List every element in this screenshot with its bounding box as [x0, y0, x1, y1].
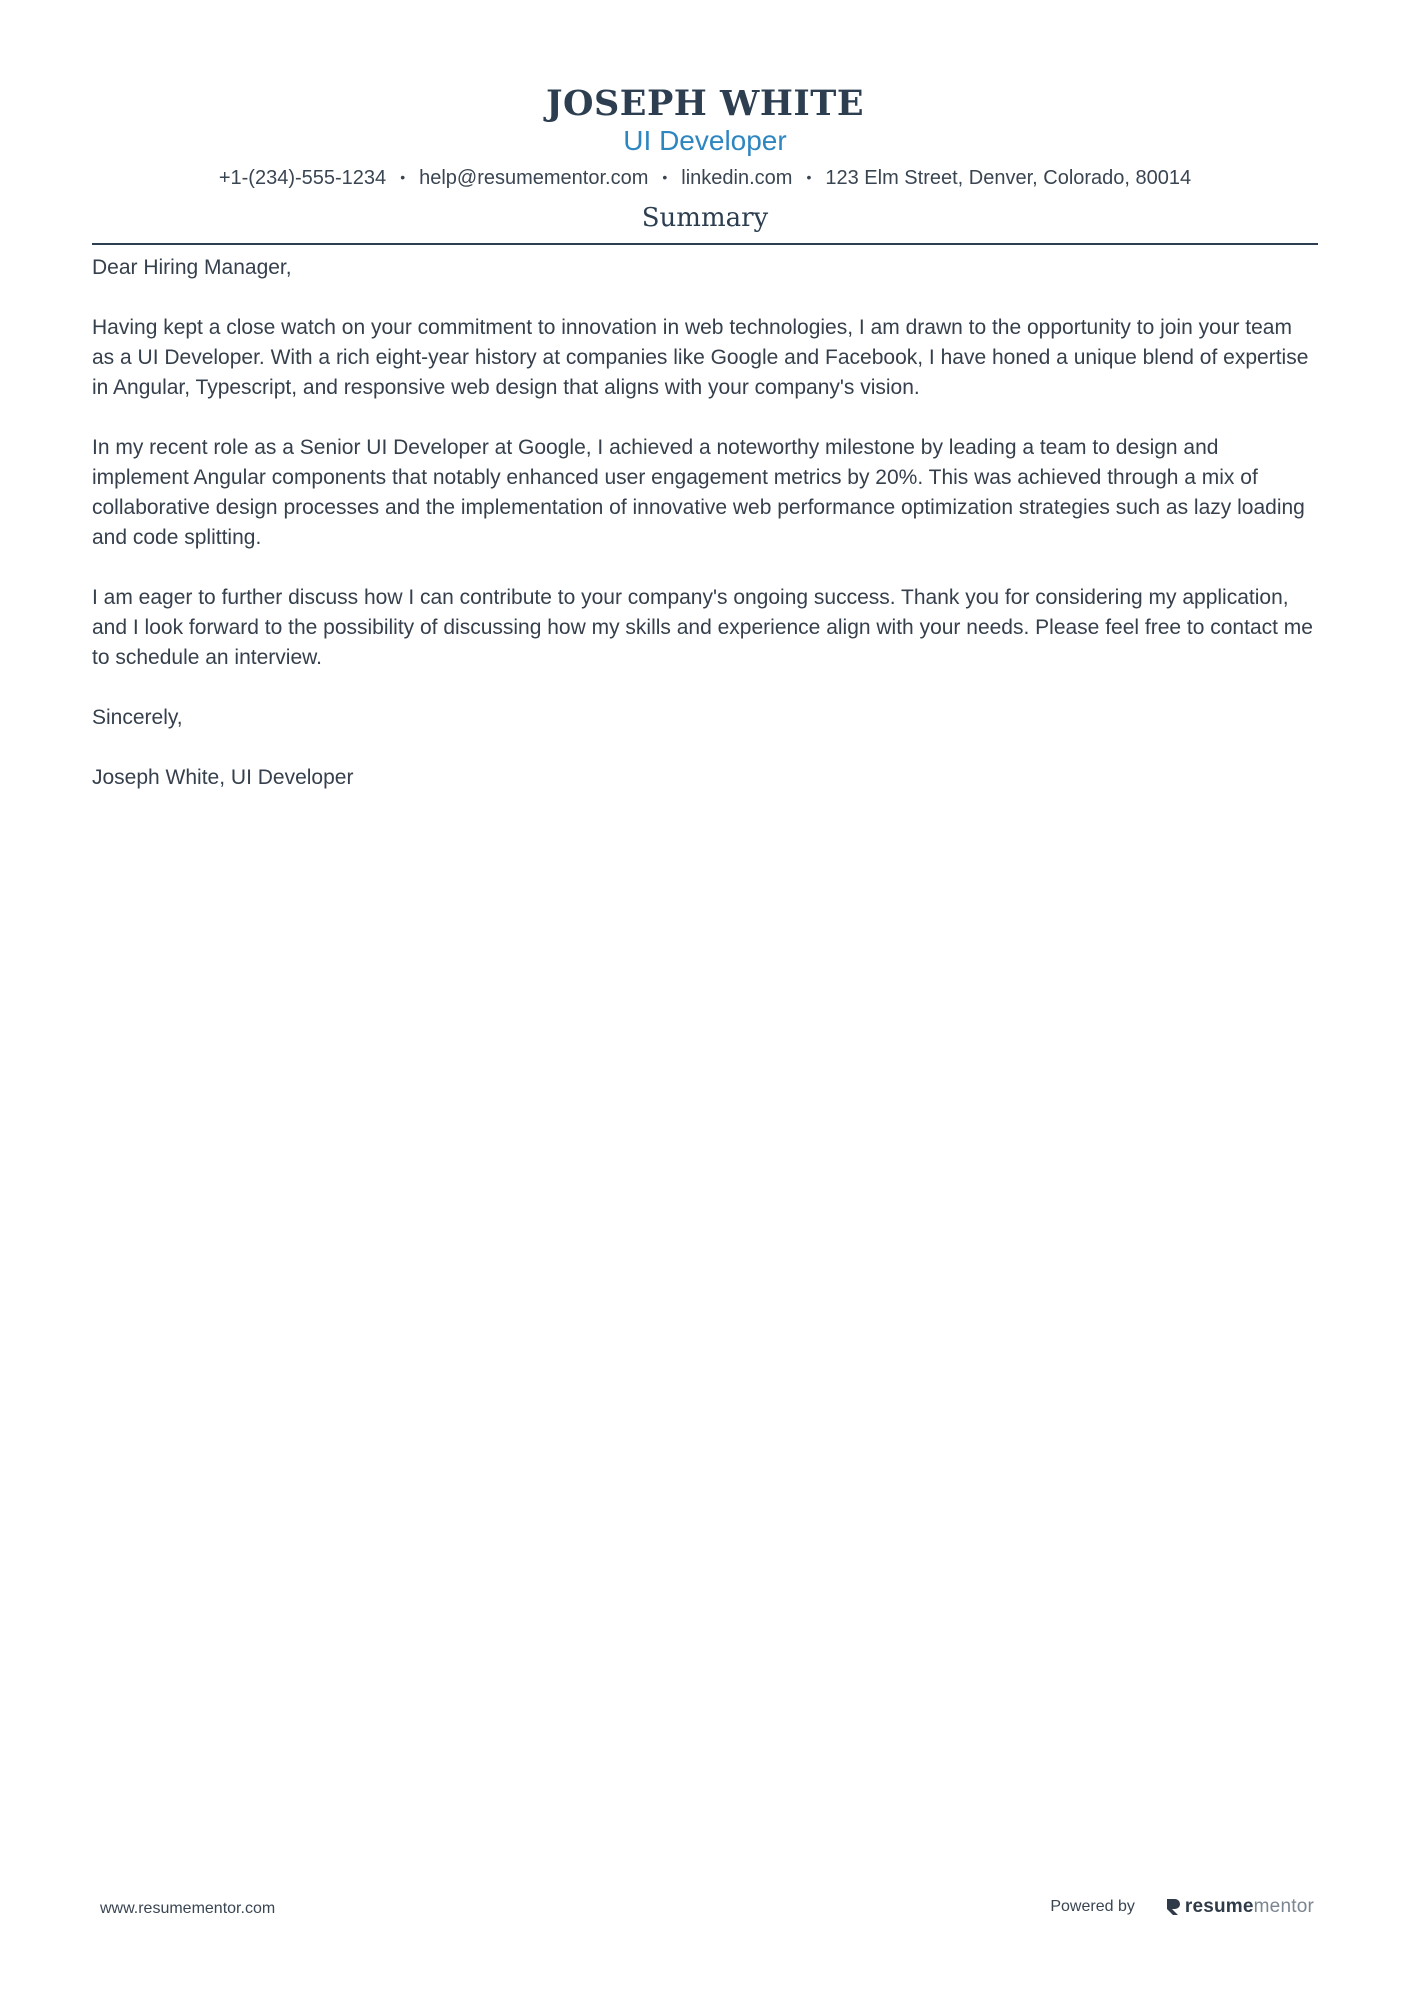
section-divider [92, 243, 1318, 245]
brand-wordmark [1185, 1896, 1314, 1918]
brand-light: mentor [1253, 1896, 1314, 1917]
letter-paragraph: I am eager to further discuss how I can contribute to your company's ongoing success. Thank you for considering my application, and I look forward to the possibility of discussing how my skills and experience align with your needs. Please feel free to contact me to schedule an interview. [92, 586, 1313, 669]
contact-line [92, 164, 1318, 191]
letter-paragraph: In my recent role as a Senior UI Developer at Google, I achieved a noteworthy milestone by leading a team to design and implement Angular components that notably enhanced user engagement metrics by 20%. This was achieved through a mix of collaborative design processes and the implementation of innovative web performance optimization strategies such as lazy loading and code splitting. [92, 436, 1305, 549]
resumementor-logo-icon [1165, 1897, 1181, 1917]
letter-paragraph: Having kept a close watch on your commitment to innovation in web technologies, I am drawn to the opportunity to join your team as a UI Developer. With a rich eight-year history at companies like Google and Facebook, I have honed a unique blend of expertise in Angular, Typescript, and responsive web design that aligns with your company's vision. [92, 316, 1309, 399]
contact-address: 123 Elm Street, Denver, Colorado, 80014 [825, 167, 1192, 189]
footer-website[interactable]: www.resumementor.com [100, 1900, 276, 1917]
letter-closing: Sincerely, [92, 706, 183, 729]
candidate-name: JOSEPH WHITE [545, 83, 865, 124]
candidate-role: UI Developer [623, 125, 787, 156]
separator-dot: • [400, 169, 406, 185]
header [92, 80, 1318, 191]
contact-phone: +1-(234)-555-1234 [218, 167, 387, 189]
powered-by-label: Powered by [1050, 1898, 1135, 1915]
letter-body [92, 253, 1318, 823]
contact-linkedin[interactable]: linkedin.com [681, 167, 793, 189]
separator-dot: • [662, 169, 668, 185]
contact-email[interactable]: help@resumementor.com [419, 167, 649, 189]
section-title: Summary [641, 203, 769, 233]
separator-dot: • [806, 169, 812, 185]
footer-powered-by [1050, 1896, 1314, 1918]
letter-signature: Joseph White, UI Developer [92, 766, 354, 789]
resumementor-logo[interactable] [1165, 1896, 1314, 1918]
brand-bold: resume [1184, 1896, 1254, 1917]
letter-greeting: Dear Hiring Manager, [92, 256, 292, 279]
